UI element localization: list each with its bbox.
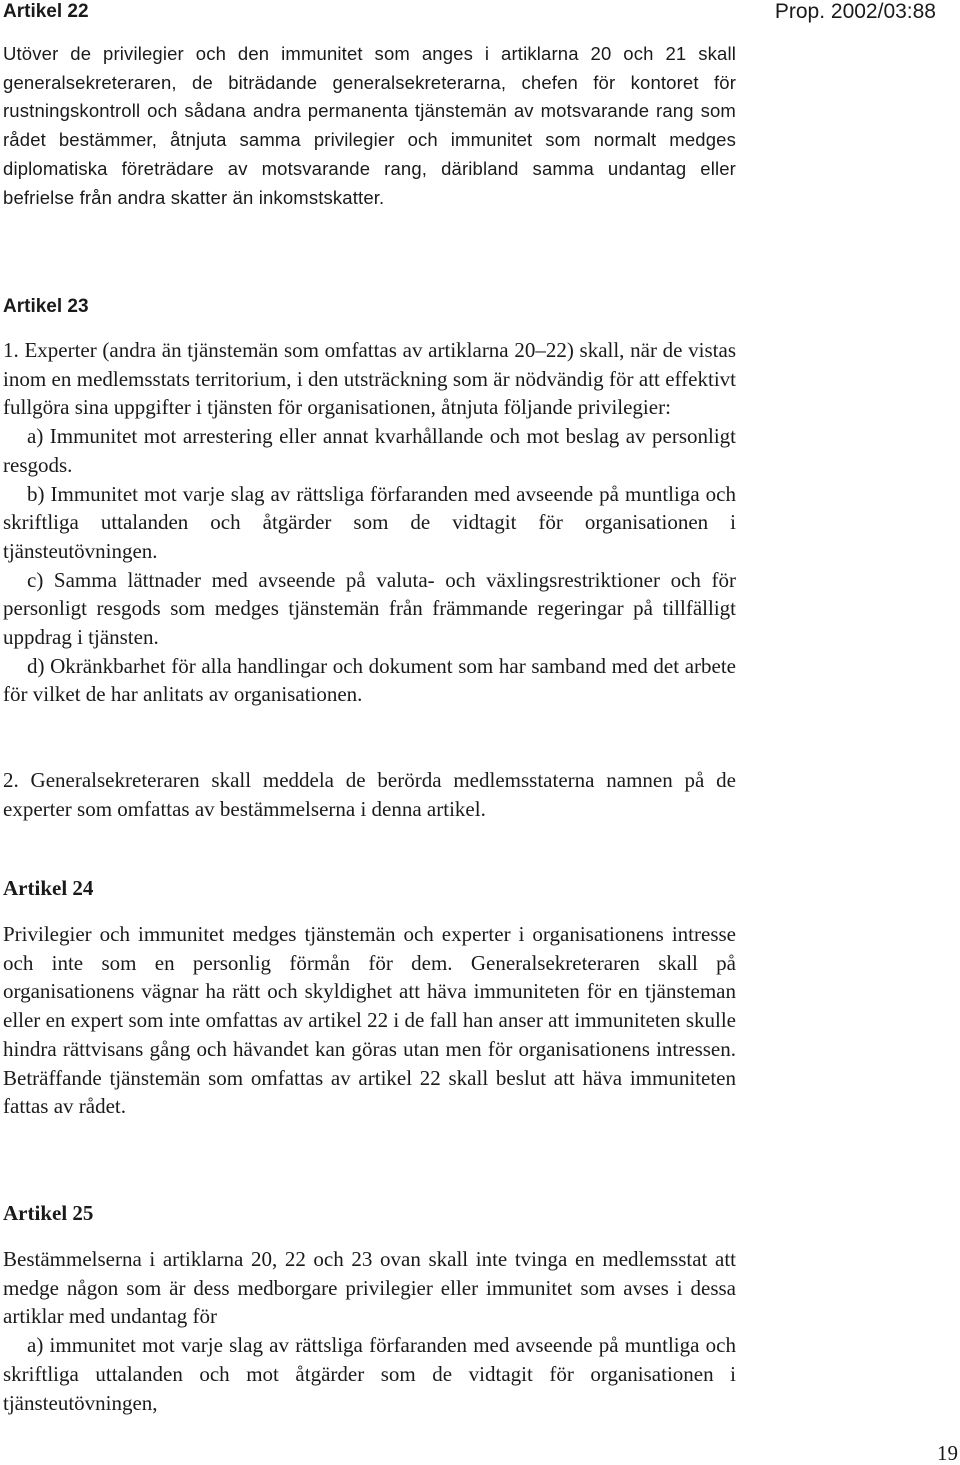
article-23-point-1: 1. Experter (andra än tjänstemän som omfattas av artiklarna 20–22) skall, när de vistas inom en medlemsstats territorium, i den utsträckning som är nödvändig för att effektivt fullgöra sina uppgifter i tjänsten för organisationen, åtnjuta följande privilegier: — [3, 338, 736, 420]
article-22-body — [3, 40, 736, 212]
article-23-point-2: 2. Generalsekreteraren skall meddela de berörda medlemsstaterna namnen på de experter som omfattas av bestämmelserna i denna artikel. — [3, 768, 736, 821]
article-24-heading: Artikel 24 — [3, 876, 94, 900]
article-23-item-d: d) Okränkbarhet för alla handlingar och dokument som har samband med det arbete för vilket de har anlitats av organisationen. — [3, 653, 736, 707]
article-22-paragraph: Utöver de privilegier och den immunitet som anges i artiklarna 20 och 21 skall generalsekreteraren, de biträdande generalsekreterarna, chefen för kontoret för rustningskontroll och sådana andra permanenta tjänstemän av motsvarande rang som rådet bestämmer, åtnjuta samma privilegier och immunitet som normalt medges diplomatiska företrädare av motsvarande rang, däribland samma undantag eller befrielse från andra skatter än inkomstskatter. — [3, 43, 736, 208]
article-22-heading: Artikel 22 — [3, 1, 89, 22]
proposition-reference: Prop. 2002/03:88 — [774, 0, 936, 23]
article-25-paragraph: Bestämmelserna i artiklarna 20, 22 och 23 ovan skall inte tvinga en medlemsstat att medge någon som är dess medborgare privilegier eller immunitet som avses i dessa artiklar med undantag för — [3, 1247, 736, 1329]
article-23-body — [3, 336, 736, 709]
article-24-paragraph: Privilegier och immunitet medges tjänstemän och experter i organisationens intresse och inte som en personlig förmån för dem. Generalsekreteraren skall på organisationens vägnar ha rätt och skyldighet att häva immuniteten för en tjänsteman eller en expert som inte omfattas av artikel 22 i de fall han anser att immuniteten skulle hindra rättvisans gång och hävandet kan göras utan men för organisationens intressen. Beträffande tjänstemän som omfattas av artikel 22 skall beslut att häva immuniteten fattas av rådet. — [3, 922, 736, 1119]
article-25-body — [3, 1245, 736, 1417]
article-23-item-b: b) Immunitet mot varje slag av rättsliga förfaranden med avseende på muntliga och skriftliga uttalanden och åtgärder som de vidtagit för organisationen i tjänsteutövningen. — [3, 481, 736, 563]
article-23-point-2-block — [3, 766, 736, 823]
article-25-item-a: a) immunitet mot varje slag av rättsliga förfaranden med avseende på muntliga och skriftliga uttalanden och mot åtgärder som de vidtagit för organisationen i tjänsteutövningen, — [3, 1333, 736, 1415]
article-23-item-a: a) Immunitet mot arrestering eller annat kvarhållande och mot beslag av personligt resgods. — [3, 424, 736, 477]
article-24-body — [3, 920, 736, 1121]
article-25-heading: Artikel 25 — [3, 1201, 94, 1225]
page-number: 19 — [937, 1441, 958, 1465]
article-23-item-c: c) Samma lättnader med avseende på valuta- och växlingsrestriktioner och för personligt resgods som medges tjänstemän från främmande regeringar på tillfälligt uppdrag i tjänsten. — [3, 567, 736, 650]
article-23-heading: Artikel 23 — [3, 296, 89, 317]
